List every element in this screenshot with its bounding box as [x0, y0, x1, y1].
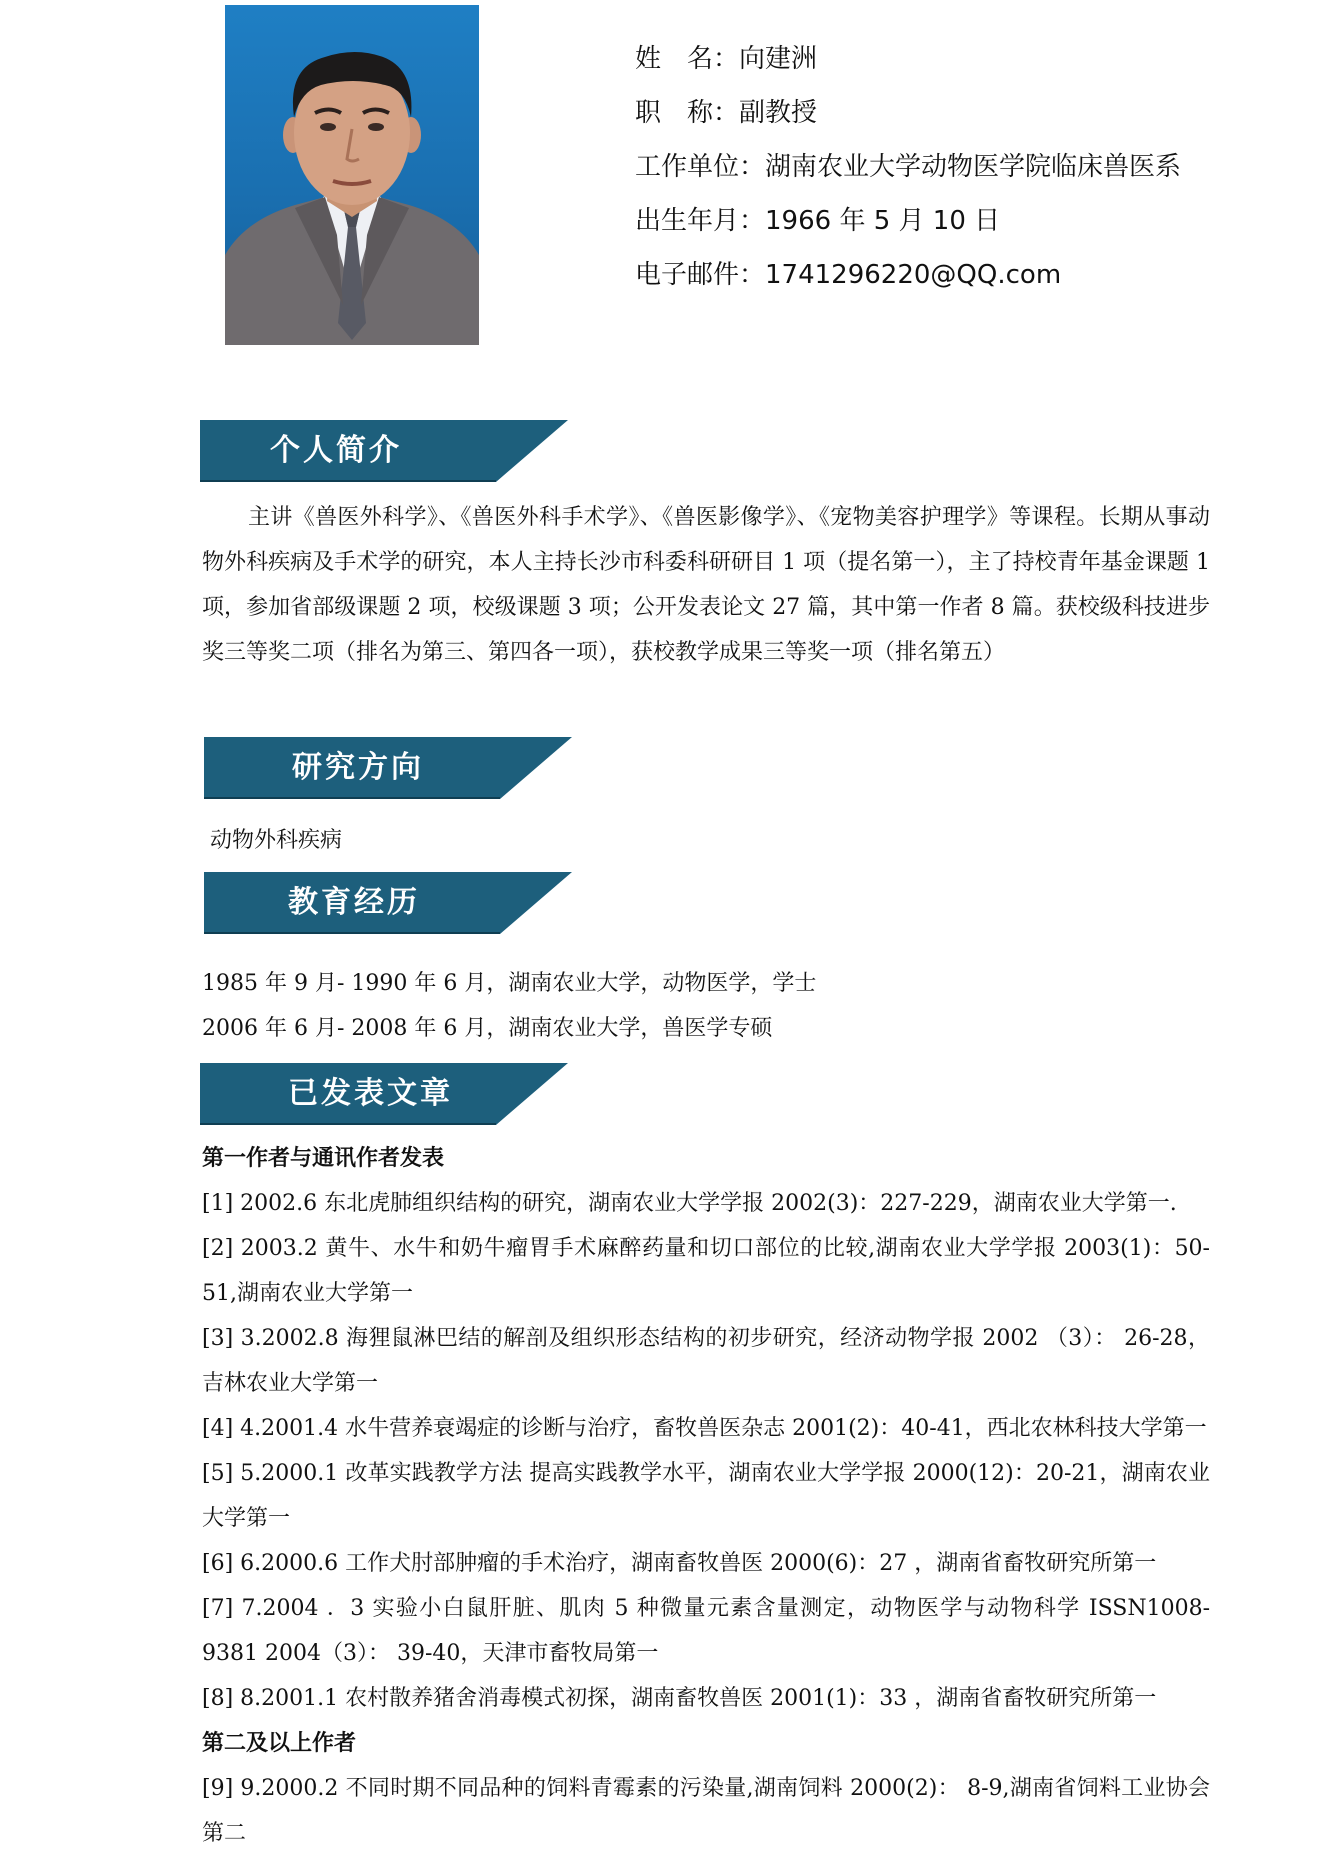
name-label: 姓 名：	[635, 44, 740, 74]
first-author-heading: 第一作者与通讯作者发表	[202, 1146, 445, 1171]
birth-row	[635, 194, 1181, 248]
unit-value: 湖南农业大学动物医学院临床兽医系	[765, 152, 1182, 182]
publication-item: [4] 4.2001.4 水牛营养衰竭症的诊断与治疗，畜牧兽医杂志 2001(2)：40-41，西北农林科技大学第一	[202, 1416, 1207, 1441]
publication-item: [7] 7.2004 ．3 实验小白鼠肝脏、肌肉 5 种微量元素含量测定，动物医学与动物科学 ISSN1008-9381 2004（3）： 39-40，天津市畜牧局第一	[202, 1596, 1210, 1666]
publication-item: [3] 3.2002.8 海狸鼠淋巴结的解剖及组织形态结构的初步研究，经济动物学报 2002 （3）： 26-28，吉林农业大学第一	[202, 1326, 1210, 1396]
section-banner-intro	[200, 420, 572, 482]
research-text: 动物外科疾病	[210, 828, 343, 853]
name-row	[635, 32, 1181, 86]
publication-item: [9] 9.2000.2 不同时期不同品种的饲料青霉素的污染量,湖南饲料 2000(2)： 8-9,湖南省饲料工业协会第二	[202, 1776, 1210, 1846]
section-title-research: 研究方向	[292, 750, 424, 785]
intro-text: 主讲《兽医外科学》、《兽医外科手术学》、《兽医影像学》、《宠物美容护理学》等课程。长期从事动物外科疾病及手术学的研究，本人主持长沙市科委科研研目 1 项（提名第一），主了持校青年基金课题 1 项，参加省部级课题 2 项，校级课题 3 项；公开发表论文 27 篇，其中第一作者 8 篇。获校级科技进步奖三等奖二项（排名为第三、第四各一项），获校教学成果三等奖一项（排名第五）	[202, 505, 1210, 665]
email-label: 电子邮件：	[635, 260, 766, 290]
name-value: 向建洲	[739, 44, 818, 74]
unit-row	[635, 140, 1181, 194]
section-banner-education	[200, 872, 572, 934]
title-label: 职 称：	[635, 98, 740, 128]
birth-value: 1966 年 5 月 10 日	[765, 206, 1001, 236]
profile-photo	[225, 5, 479, 345]
profile-info	[635, 32, 1181, 302]
education-item: 1985 年 9 月- 1990 年 6 月，湖南农业大学，动物医学，学士	[202, 971, 817, 996]
education-item: 2006 年 6 月- 2008 年 6 月，湖南农业大学，兽医学专硕	[202, 1016, 773, 1041]
email-value: 1741296220@QQ.com	[765, 260, 1062, 290]
email-row	[635, 248, 1181, 302]
title-value: 副教授	[739, 98, 818, 128]
publication-item: [5] 5.2000.1 改革实践教学方法 提高实践教学水平，湖南农业大学学报 2000(12)：20-21，湖南农业大学第一	[202, 1461, 1210, 1531]
publication-item: [2] 2003.2 黄牛、水牛和奶牛瘤胃手术麻醉药量和切口部位的比较,湖南农业大学学报 2003(1)：50-51,湖南农业大学第一	[202, 1236, 1210, 1306]
publication-item: [1] 2002.6 东北虎肺组织结构的研究，湖南农业大学学报 2002(3)：227-229，湖南农业大学第一.	[202, 1191, 1177, 1216]
section-banner-publications	[200, 1063, 572, 1125]
section-title-education: 教育经历	[288, 885, 420, 920]
section-title-publications: 已发表文章	[288, 1076, 453, 1111]
title-row	[635, 86, 1181, 140]
publication-item: [8] 8.2001.1 农村散养猪舍消毒模式初探，湖南畜牧兽医 2001(1)：33 ，湖南省畜牧研究所第一	[202, 1686, 1157, 1711]
second-author-heading: 第二及以上作者	[202, 1731, 357, 1756]
publication-item: [6] 6.2000.6 工作犬肘部肿瘤的手术治疗，湖南畜牧兽医 2000(6)：27 ，湖南省畜牧研究所第一	[202, 1551, 1157, 1576]
birth-label: 出生年月：	[635, 206, 766, 236]
section-title-intro: 个人简介	[270, 433, 402, 468]
section-banner-research	[200, 737, 572, 799]
unit-label: 工作单位：	[635, 152, 766, 182]
portrait-figure	[225, 5, 479, 345]
